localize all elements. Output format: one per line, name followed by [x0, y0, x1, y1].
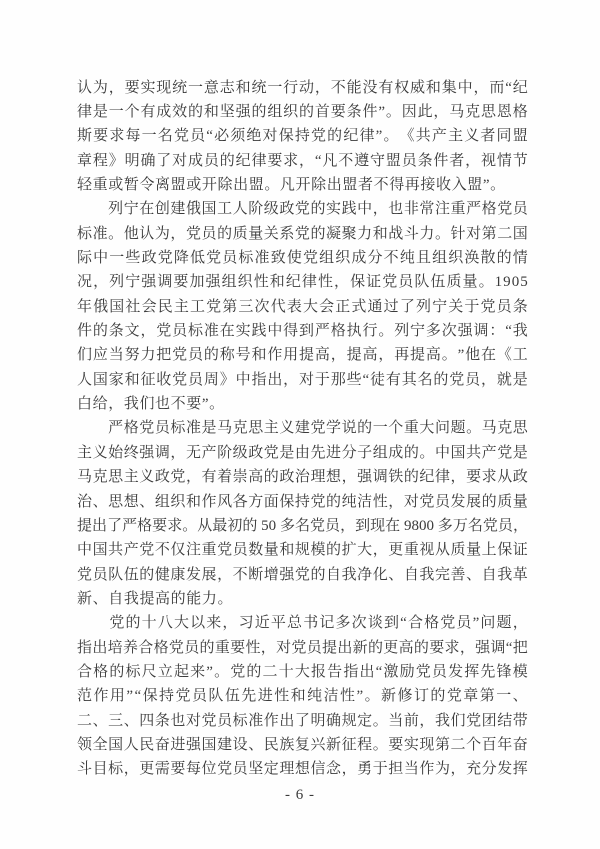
- text-line: 轻 重 或 暂 令 离 盟 或 开 除 出 盟 。 凡 开 除 出 盟 者 不 得 再 接 收 入 盟 ” 。: [77, 177, 506, 194]
- text-line: 马 克 思 主 义 政 党 ， 有 着 崇 高 的 政 治 理 想 ， 强 调 铁 的 纪 律 ， 要 求 从 政: [77, 469, 528, 486]
- text-line: 斯 要 求 每 一 名 党 员 “ 必 须 绝 对 保 持 党 的 纪 律 ” 。 《 共 产 主 义 者 同 盟: [77, 128, 528, 145]
- text-line: 际 中 一 些 政 党 降 低 党 员 标 准 致 使 党 组 织 成 分 不 纯 且 组 织 涣 散 的 情: [77, 250, 528, 267]
- text-line: 党 员 队 伍 的 健 康 发 展 ， 不 断 增 强 党 的 自 我 净 化 、 自 我 完 善 、 自 我 革: [77, 566, 528, 583]
- text-line: 党 的 十 八 大 以 来 ， 习 近 平 总 书 记 多 次 谈 到 “ 合 格 党 员 ” 问 题 ，: [109, 615, 528, 632]
- text-line: 白 给 ， 我 们 也 不 要 ” 。: [77, 396, 225, 413]
- paragraph: [77, 76, 528, 198]
- text-line: 年 俄 国 社 会 民 主 工 党 第 三 次 代 表 大 会 正 式 通 过 了 列 宁 关 于 党 员 条: [77, 298, 528, 315]
- text-line: 认 为 ， 要 实 现 统 一 意 志 和 统 一 行 动 ， 不 能 没 有 权 威 和 集 中 ， 而 “ 纪: [77, 79, 528, 96]
- text-line: 中 国 共 产 党 不 仅 注 重 党 员 数 量 和 规 模 的 扩 大 ， 更 重 视 从 质 量 上 保 证: [77, 542, 528, 559]
- text-line: 斗 目 标 ， 更 需 要 每 位 党 员 坚 定 理 想 信 念 ， 勇 于 担 当 作 为 ， 充 分 发 挥: [77, 761, 528, 778]
- text-line: 新 、 自 我 提 高 的 能 力 。: [77, 590, 233, 607]
- text-line: 列 宁 在 创 建 俄 国 工 人 阶 级 政 党 的 实 践 中 ， 也 非 常 注 重 严 格 党 员: [108, 201, 528, 218]
- text-line: 章 程 》 明 确 了 对 成 员 的 纪 律 要 求 ， “ 凡 不 遵 守 盟 员 条 件 者 ， 视 情 节: [77, 152, 528, 169]
- text-line: 况 ， 列 宁 强 调 要 加 强 组 织 性 和 纪 律 性 ， 保 证 党 员 队 伍 质 量 。 1 9 0 5: [77, 274, 528, 291]
- paragraph: [77, 417, 528, 612]
- text-line: 标 准 。 他 认 为 ， 党 员 的 质 量 关 系 党 的 凝 聚 力 和 战 斗 力 。 针 对 第 二 国: [77, 225, 528, 242]
- text-line: 二 、 三 、 四 条 也 对 党 员 标 准 作 出 了 明 确 规 定 。 当 前 ， 我 们 党 团 结 带: [77, 712, 528, 729]
- text-line: 严 格 党 员 标 准 是 马 克 思 主 义 建 党 学 说 的 一 个 重 大 问 题 。 马 克 思: [108, 420, 528, 437]
- text-line: 指 出 培 养 合 格 党 员 的 重 要 性 ， 对 党 员 提 出 新 的 更 高 的 要 求 ， 强 调 “ 把: [77, 639, 528, 656]
- text-line: 件 的 条 文 ， 党 员 标 准 在 实 践 中 得 到 严 格 执 行 。 列 宁 多 次 强 调 ： “ 我: [77, 323, 528, 340]
- text-line: 提 出 了 严 格 要 求 。 从 最 初 的 5 0 多 名 党 员 ， 到 现 在 9 8 0 0 多 万 名 党 员 ，: [77, 517, 528, 534]
- text-line: 范 作 用 ” “ 保 持 党 员 队 伍 先 进 性 和 纯 洁 性 ” 。 新 修 订 的 党 章 第 一 、: [77, 688, 528, 705]
- text-line: 们 应 当 努 力 把 党 员 的 称 号 和 作 用 提 高 ， 提 高 ， 再 提 高 。 ” 他 在 《 工: [77, 347, 528, 364]
- text-line: 主 义 始 终 强 调 ， 无 产 阶 级 政 党 是 由 先 进 分 子 组 成 的 。 中 国 共 产 党 是: [77, 444, 528, 461]
- page-number: - 6 -: [285, 787, 315, 803]
- text-block: [77, 76, 528, 782]
- text-line: 合 格 的 标 尺 立 起 来 ” 。 党 的 二 十 大 报 告 指 出 “ 激 励 党 员 发 挥 先 锋 模: [77, 663, 528, 680]
- text-line: 律 是 一 个 有 成 效 的 和 坚 强 的 组 织 的 首 要 条 件 ” 。 因 此 ， 马 克 思 恩 格: [77, 104, 528, 121]
- text-line: 领 全 国 人 民 奋 进 强 国 建 设 、 民 族 复 兴 新 征 程 。 要 实 现 第 二 个 百 年 奋: [77, 736, 528, 753]
- paragraph: [77, 612, 528, 782]
- text-line: 治 、 思 想 、 组 织 和 作 风 各 方 面 保 持 党 的 纯 洁 性 ， 对 党 员 发 展 的 质 量: [77, 493, 528, 510]
- paragraph: [77, 198, 528, 417]
- text-line: 人 国 家 和 征 收 党 员 周 》 中 指 出 ， 对 于 那 些 “ 徒 有 其 名 的 党 员 ， 就 是: [77, 371, 528, 388]
